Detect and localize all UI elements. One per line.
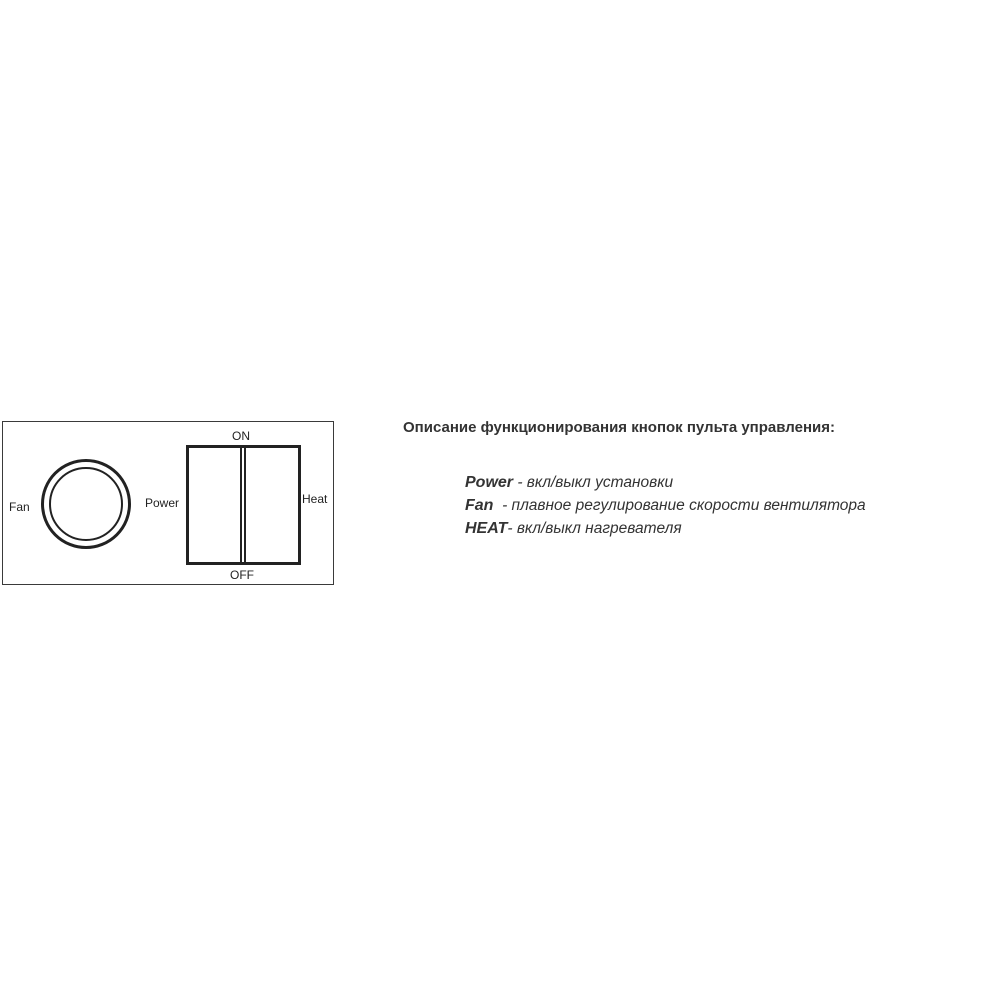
on-label: ON <box>232 429 250 443</box>
fan-label: Fan <box>9 500 30 514</box>
description-text: - плавное регулирование скорости вентилятора <box>493 497 866 514</box>
description-key: Fan <box>465 497 494 514</box>
description-key: Power <box>465 474 514 491</box>
power-label: Power <box>145 496 180 510</box>
description-heading: Описание функционирования кнопок пульта управления: <box>403 419 835 436</box>
description-item-power <box>465 474 673 492</box>
description-item-heat <box>465 520 682 538</box>
power-heat-rocker-switch <box>186 445 301 565</box>
description-key: HEAT <box>465 520 508 537</box>
control-panel-diagram <box>2 421 334 585</box>
description-item-fan <box>465 497 866 515</box>
fan-knob <box>41 459 131 549</box>
description-text: - вкл/выкл нагревателя <box>507 520 682 537</box>
fan-knob-inner-ring <box>49 467 123 541</box>
switch-divider <box>240 448 246 562</box>
heat-label: Heat <box>302 492 328 506</box>
off-label: OFF <box>230 568 254 582</box>
description-text: - вкл/выкл установки <box>513 474 674 491</box>
